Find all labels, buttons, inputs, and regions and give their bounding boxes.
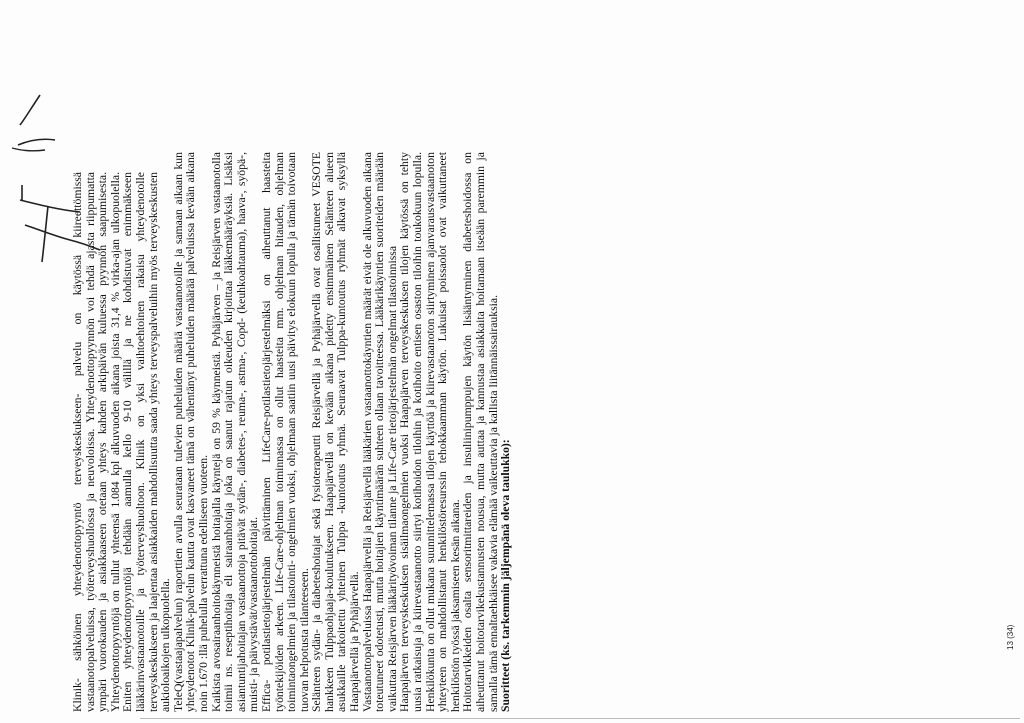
paragraph-effica-lifecare: Effica- potilastietojärjestelmän päivittäminen LifeCare-potilastietojärjestelmäksi on aiheuttanut haasteita työntekijöiden arkeen. Life-Care-ohjelman toiminnassa on ollut haasteita mm. ohjelman hitauden, ohjelman toimintaongelmien ja tilastointi- ongelmien vuoksi, ohjelmaan saatiin uusi päivitys elokuun lopulla ja tämän toivotaan tuovan helpotusta tilanteeseen. [259, 152, 311, 712]
rotated-text-block [72, 10, 972, 722]
paragraph-reception-visits: Vastaanottopalveluissa Haapajärvellä ja Reisjärvellä lääkärien vastaanottokäyntien määrät eivät ole alkuvuoden aikana toteutuneet odotetusti, mutta hoitajien käyntimäärän suhteen ollaan tavoitteessa. Lääkärikäyntien suoriteiden määrään vaikuttaa Reisjärven lääkärityövoiman tilanne ja Life-Care tietojärjestelmän ongelmat tilastoinnissa [360, 152, 399, 712]
scan-edge-line [140, 718, 1020, 719]
performance-heading: Suoritteet (ks. tarkemmin jäljempänä oleva taulukko): [499, 439, 513, 712]
paragraph-haapajarvi-facilities: Haapajärven terveyskeskuksen sisäilmaongelmien vuoksi Haapajärven terveyskeskuksen tilojen käytössä on tehty uusia ratkaisuja ja kiirevastaanotto siirtyi kotihoidon tiloihin ja kotihoito entisen osaston tiloihin toukokuun lopulla. Henkilökunta on ollut mukana suunnittelemassa tilojen käyttöä ja kiirevastaanoton siirtyminen ajanvarausvastaanoton yhteyteen on mahdollistanut henkilöstöresurssin tehokkaamman käytön. Lukuisat poissaolot ovat vaikuttaneet henkilöstön työssä jaksamiseen kesän aikana. [398, 152, 462, 712]
paragraph-nurse-visits: Kaikista avosairaanhoitokäynneistä hoitajalla käyntejä on 59 % käynneistä. Pyhäjärven – ja Reisjärven vastaanotolla toimii ns. reseptihoitaja eli sairaanhoitaja joka on saanut rajatun oikeuden kirjoittaa lääkemääräyksiä. Lisäksi asiantuntijahoitajan vastaanottoja pitävät sydän-, diabetes-, reuma-, astma-, Copd- (keuhkoahtauma), haava-, syöpä-, muisti- ja päivystävät/vastaanottohoitajat. [209, 152, 261, 712]
paragraph-care-supplies: Hoitotarvikkeiden osalta sensoritmittareiden ja insuliinipumppujen käytön lisääntyminen diabeteshoidossa on aiheuttanut hoitotarvikekustannusten nousua, mutta auttaa ja kannustaa asiakkaita hoitamaan itseään paremmin ja samalla tämä ennaltaehkäisee vakavia elämää vaikeuttavia ja kallista liitännäissairauksia. [461, 152, 500, 712]
paragraph-tulppa: Selänteen sydän- ja diabeteshoitajat sekä fysioterapeutti Reisjärvellä ja Pyhäjärvellä ovat osallistuneet VESOTE hankkeen Tulppaohjaaja-koulutukseen. Haapajärvellä on kevään aikana pidetty ensimmäinen Selänteen alueen asukkaille tarkoitettu yhteinen Tulppa -kuntoutus ryhmä. Seuraavat Tulppa-kuntoutus ryhmät alkavat syksyllä Haapajärvellä ja Pyhäjärvellä. [310, 152, 362, 712]
body-column [72, 152, 513, 712]
page-number: 13 (34) [1006, 624, 1015, 650]
paragraph-klinik: Klinik- sähköinen yhteydenottopyyntö terveyskeskukseen- palvelu on käytössä kiireettömissä vastaanotopalveluissa, työterveyshuollossa ja neuvoloissa. Yhteydenottopyynnön voi tehdä ajasta riippumatta ympäri vuorokauden ja asiakkaaseen otetaan yhteys kahden arkipäivän kuluessa pyynnön saapumisesta. Yhteydenottopyyntöjä on tullut yhteensä 1.084 kpl alkuvuoden aikana joista 31,4 % virka-ajan ulkopuolella. Eniten yhteydenottopyyntöjä tehdään aamulla kello 9-10 välillä ja ne kohdistuvat enimmäkseen lääkärinvastaanotoille ja työterveyshuoltoon. Klinik on yksi vaihtoehtoinen rakaisu yhteydenotolle terveyskeskukseen ja laajentaa asiakkaiden mahdollisuutta saada yhteys terveyspalveluihin myös terveyskeskusten aukioloaikojen ulkopuolella. [71, 172, 173, 712]
paragraph-teleq: TeleQ(vastaajapalvelun) raporttien avulla seurataan tulevien puheluiden määriä vastaanotoille ja samaan aikaan kun yhteydenotot Klinik-palvelun kautta ovat kasvaneet tämä on vähentänyt puheluiden määrää palveluissa kevään aikana noin 1.670 :llä puhelulla verrattuna edelliseen vuoteen. [171, 152, 210, 712]
handwritten-signature-icon [0, 0, 120, 300]
